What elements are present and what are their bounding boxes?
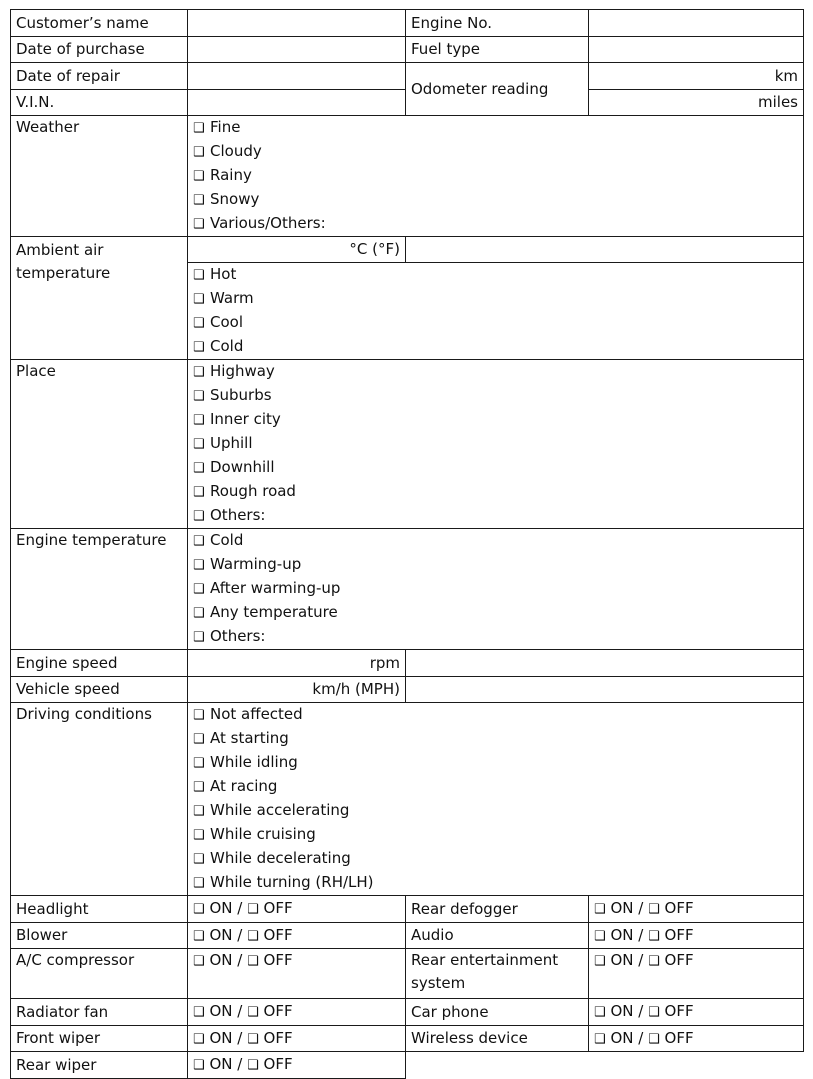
rpm-unit: rpm [369, 653, 400, 672]
separator: / [237, 1028, 243, 1047]
checkbox-icon[interactable]: ❑ [193, 804, 205, 819]
checkbox-icon[interactable]: ❑ [193, 217, 205, 232]
ambient-option-label: Cool [210, 313, 243, 331]
off-checkbox-icon[interactable]: ❑ [247, 1005, 259, 1020]
off-label: OFF [263, 1028, 293, 1047]
engine-temp-option-label: Others: [210, 627, 266, 645]
place-option[interactable] [193, 360, 798, 384]
audio-switch[interactable] [589, 923, 804, 949]
customers-name-label: Customer’s name [11, 10, 188, 37]
miles-unit: miles [758, 93, 798, 111]
checkbox-icon[interactable]: ❑ [193, 145, 205, 160]
on-label: ON [209, 899, 233, 917]
separator: / [237, 1055, 243, 1073]
driving-option[interactable] [193, 775, 798, 799]
off-checkbox-icon[interactable]: ❑ [247, 902, 259, 917]
engine-temp-option[interactable] [193, 625, 798, 649]
place-option[interactable] [193, 384, 798, 408]
temperature-unit: °C (°F) [349, 240, 400, 258]
separator: / [237, 1002, 243, 1020]
place-option-label: Highway [210, 362, 275, 380]
place-option-label: Inner city [210, 410, 281, 428]
vin-label: V.I.N. [11, 90, 188, 116]
checkbox-icon[interactable]: ❑ [193, 534, 205, 549]
ambient-option[interactable] [193, 263, 798, 287]
vin-field[interactable] [188, 90, 406, 116]
place-option-label: Suburbs [210, 386, 272, 404]
off-label: OFF [263, 925, 293, 944]
ambient-option[interactable] [193, 287, 798, 311]
date-of-purchase-label: Date of purchase [11, 37, 188, 63]
driving-conditions-options [188, 703, 804, 896]
checkbox-icon[interactable]: ❑ [193, 606, 205, 621]
separator: / [237, 899, 243, 917]
driving-option-label: While cruising [210, 825, 316, 843]
separator: / [237, 951, 243, 969]
off-checkbox-icon[interactable]: ❑ [648, 928, 660, 944]
ambient-option-label: Hot [210, 265, 237, 283]
radiator-fan-switch[interactable] [188, 999, 406, 1026]
ambient-option[interactable] [193, 311, 798, 335]
driving-option[interactable] [193, 727, 798, 751]
engine-no-label: Engine No. [406, 10, 589, 37]
place-option-label: Downhill [210, 458, 275, 476]
driving-option[interactable] [193, 799, 798, 823]
on-checkbox-icon[interactable]: ❑ [594, 902, 606, 917]
date-of-repair-label: Date of repair [11, 63, 188, 90]
on-label: ON [610, 951, 634, 969]
off-label: OFF [263, 951, 293, 969]
off-checkbox-icon[interactable]: ❑ [648, 1031, 660, 1047]
weather-option-label: Cloudy [210, 142, 262, 160]
on-checkbox-icon[interactable]: ❑ [594, 928, 606, 944]
odometer-reading-label: Odometer reading [406, 63, 589, 116]
ac-compressor-switch[interactable] [188, 949, 406, 999]
on-checkbox-icon[interactable]: ❑ [193, 1058, 205, 1073]
vehicle-speed-field[interactable] [188, 677, 406, 703]
front-wiper-switch[interactable] [188, 1026, 406, 1052]
ambient-option-label: Cold [210, 337, 244, 355]
checkbox-icon[interactable]: ❑ [193, 437, 205, 452]
on-label: ON [209, 951, 233, 969]
off-checkbox-icon[interactable]: ❑ [247, 954, 259, 969]
driving-option[interactable] [193, 703, 798, 727]
driving-conditions-label: Driving conditions [11, 703, 188, 896]
checkbox-icon[interactable]: ❑ [193, 732, 205, 747]
rear-wiper-switch[interactable] [188, 1052, 406, 1079]
engine-temp-option-label: Cold [210, 531, 244, 549]
place-option[interactable] [193, 456, 798, 480]
checkbox-icon[interactable]: ❑ [193, 876, 205, 891]
on-checkbox-icon[interactable]: ❑ [193, 1031, 205, 1047]
engine-temp-option[interactable] [193, 577, 798, 601]
ambient-option[interactable] [193, 335, 798, 359]
audio-label: Audio [406, 923, 589, 949]
checkbox-icon[interactable]: ❑ [193, 509, 205, 524]
date-of-repair-field[interactable] [188, 63, 406, 90]
wireless-device-label: Wireless device [406, 1026, 589, 1052]
weather-option[interactable] [193, 140, 798, 164]
off-checkbox-icon[interactable]: ❑ [648, 954, 660, 969]
engine-temperature-options [188, 529, 804, 650]
engine-temperature-label: Engine temperature [11, 529, 188, 650]
place-option-label: Uphill [210, 434, 253, 452]
on-label: ON [610, 925, 634, 944]
weather-option[interactable] [193, 212, 798, 236]
checkbox-icon[interactable]: ❑ [193, 582, 205, 597]
driving-option-label: Not affected [210, 705, 303, 723]
place-option[interactable] [193, 432, 798, 456]
driving-option-label: While decelerating [210, 849, 351, 867]
weather-label: Weather [11, 116, 188, 237]
driving-option-label: While accelerating [210, 801, 350, 819]
vehicle-symptom-form [10, 9, 804, 1079]
engine-temp-option-label: After warming-up [210, 579, 341, 597]
customers-name-field[interactable] [188, 10, 406, 37]
wireless-device-switch[interactable] [589, 1026, 804, 1052]
driving-option[interactable] [193, 823, 798, 847]
checkbox-icon[interactable]: ❑ [193, 413, 205, 428]
driving-option[interactable] [193, 847, 798, 871]
on-checkbox-icon[interactable]: ❑ [594, 954, 606, 969]
separator: / [638, 1002, 644, 1020]
blower-switch[interactable] [188, 923, 406, 949]
checkbox-icon[interactable]: ❑ [193, 169, 205, 184]
on-checkbox-icon[interactable]: ❑ [594, 1005, 606, 1020]
separator: / [638, 1028, 644, 1047]
off-label: OFF [664, 1002, 694, 1020]
rear-wiper-label: Rear wiper [11, 1052, 188, 1079]
on-checkbox-icon[interactable]: ❑ [193, 902, 205, 917]
ambient-option-label: Warm [210, 289, 254, 307]
vehicle-speed-label: Vehicle speed [11, 677, 188, 703]
place-option-label: Others: [210, 506, 266, 524]
checkbox-icon[interactable]: ❑ [193, 485, 205, 500]
radiator-fan-label: Radiator fan [11, 999, 188, 1026]
checkbox-icon[interactable]: ❑ [193, 558, 205, 573]
checkbox-icon[interactable]: ❑ [193, 630, 205, 645]
weather-option[interactable] [193, 116, 798, 140]
on-checkbox-icon[interactable]: ❑ [193, 928, 205, 944]
checkbox-icon[interactable]: ❑ [193, 268, 205, 283]
off-checkbox-icon[interactable]: ❑ [247, 1058, 259, 1073]
weather-options [188, 116, 804, 237]
rear-entertainment-switch[interactable] [589, 949, 804, 999]
engine-no-field[interactable] [589, 10, 804, 37]
weather-option-label: Rainy [210, 166, 252, 184]
separator: / [638, 899, 644, 917]
checkbox-icon[interactable]: ❑ [193, 121, 205, 136]
weather-option[interactable] [193, 188, 798, 212]
checkbox-icon[interactable]: ❑ [193, 780, 205, 795]
place-option[interactable] [193, 408, 798, 432]
fuel-type-label: Fuel type [406, 37, 589, 63]
date-of-purchase-field[interactable] [188, 37, 406, 63]
driving-option-label: At starting [210, 729, 289, 747]
off-label: OFF [664, 925, 694, 944]
car-phone-label: Car phone [406, 999, 589, 1026]
off-label: OFF [664, 951, 694, 969]
off-label: OFF [263, 899, 293, 917]
separator: / [237, 925, 243, 944]
engine-temp-option-label: Any temperature [210, 603, 338, 621]
checkbox-icon[interactable]: ❑ [193, 292, 205, 307]
off-label: OFF [664, 899, 694, 917]
off-label: OFF [263, 1002, 293, 1020]
odometer-miles-field[interactable] [589, 90, 804, 116]
on-label: ON [610, 899, 634, 917]
place-option-label: Rough road [210, 482, 296, 500]
place-option[interactable] [193, 480, 798, 504]
separator: / [638, 925, 644, 944]
checkbox-icon[interactable]: ❑ [193, 389, 205, 404]
checkbox-icon[interactable]: ❑ [193, 708, 205, 723]
odometer-km-field[interactable] [589, 63, 804, 90]
checkbox-icon[interactable]: ❑ [193, 828, 205, 843]
headlight-switch[interactable] [188, 896, 406, 923]
off-label: OFF [263, 1055, 293, 1073]
driving-option[interactable] [193, 871, 798, 895]
checkbox-icon[interactable]: ❑ [193, 193, 205, 208]
on-label: ON [209, 1002, 233, 1020]
engine-speed-label: Engine speed [11, 650, 188, 677]
rear-wiper-blank [406, 1052, 804, 1079]
on-label: ON [209, 925, 233, 944]
separator: / [638, 951, 644, 969]
headlight-label: Headlight [11, 896, 188, 923]
engine-temp-option-label: Warming-up [210, 555, 302, 573]
engine-speed-blank [406, 650, 804, 677]
rear-defogger-label: Rear defogger [406, 896, 589, 923]
fuel-type-field[interactable] [589, 37, 804, 63]
checkbox-icon[interactable]: ❑ [193, 852, 205, 867]
off-checkbox-icon[interactable]: ❑ [247, 1031, 259, 1047]
on-label: ON [209, 1028, 233, 1047]
rear-entertainment-label: Rear entertainment system [406, 949, 589, 999]
engine-temp-option[interactable] [193, 553, 798, 577]
off-label: OFF [664, 1028, 694, 1047]
on-checkbox-icon[interactable]: ❑ [594, 1031, 606, 1047]
ambient-options [188, 263, 804, 360]
driving-option-label: At racing [210, 777, 278, 795]
place-label: Place [11, 360, 188, 529]
place-options [188, 360, 804, 529]
off-checkbox-icon[interactable]: ❑ [247, 928, 259, 944]
engine-speed-field[interactable] [188, 650, 406, 677]
weather-option[interactable] [193, 164, 798, 188]
engine-temp-option[interactable] [193, 601, 798, 625]
on-checkbox-icon[interactable]: ❑ [193, 954, 205, 969]
on-checkbox-icon[interactable]: ❑ [193, 1005, 205, 1020]
driving-option-label: While idling [210, 753, 298, 771]
off-checkbox-icon[interactable]: ❑ [648, 1005, 660, 1020]
off-checkbox-icon[interactable]: ❑ [648, 902, 660, 917]
checkbox-icon[interactable]: ❑ [193, 756, 205, 771]
weather-option-label: Fine [210, 118, 241, 136]
place-option[interactable] [193, 504, 798, 528]
speed-unit: km/h (MPH) [312, 680, 400, 698]
checkbox-icon[interactable]: ❑ [193, 461, 205, 476]
driving-option[interactable] [193, 751, 798, 775]
checkbox-icon[interactable]: ❑ [193, 340, 205, 355]
on-label: ON [209, 1055, 233, 1073]
on-label: ON [610, 1002, 634, 1020]
ambient-temperature-field[interactable] [188, 237, 406, 263]
vehicle-speed-blank [406, 677, 804, 703]
checkbox-icon[interactable]: ❑ [193, 316, 205, 331]
km-unit: km [774, 66, 798, 85]
blower-label: Blower [11, 923, 188, 949]
car-phone-switch[interactable] [589, 999, 804, 1026]
on-label: ON [610, 1028, 634, 1047]
rear-defogger-switch[interactable] [589, 896, 804, 923]
weather-option-label: Various/Others: [210, 214, 326, 232]
driving-option-label: While turning (RH/LH) [210, 873, 374, 891]
engine-temp-option[interactable] [193, 529, 798, 553]
ambient-temperature-blank [406, 237, 804, 263]
ac-compressor-label: A/C compressor [11, 949, 188, 999]
weather-option-label: Snowy [210, 190, 260, 208]
front-wiper-label: Front wiper [11, 1026, 188, 1052]
checkbox-icon[interactable]: ❑ [193, 365, 205, 380]
ambient-air-temperature-label: Ambient air temperature [11, 237, 188, 360]
